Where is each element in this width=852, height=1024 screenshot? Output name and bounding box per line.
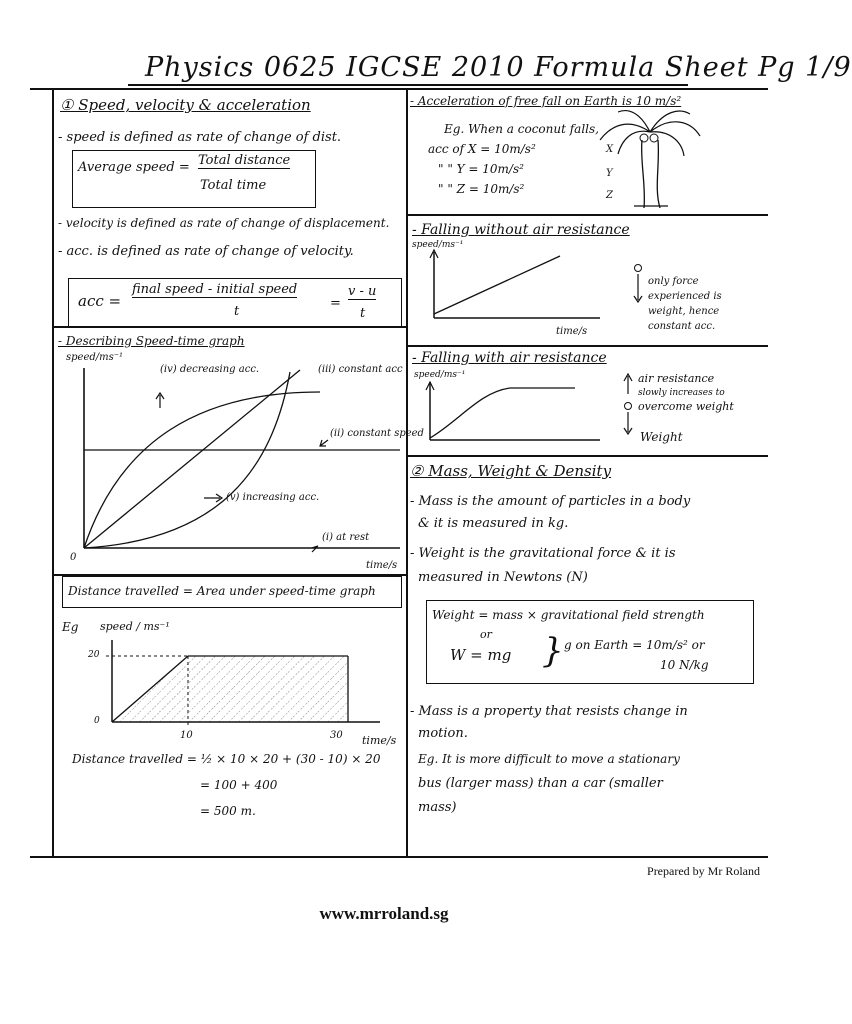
acc-at-y: " " Y = 10m/s² bbox=[438, 162, 524, 176]
acc-numerator: final speed - initial speed bbox=[132, 282, 298, 297]
label-decreasing-acc: (iv) decreasing acc. bbox=[160, 364, 260, 375]
acc-denominator-2: t bbox=[360, 306, 366, 321]
speed-definition: - speed is defined as rate of change of dist. bbox=[58, 130, 342, 145]
example-x-label: time/s bbox=[362, 734, 397, 747]
mass-example-2: bus (larger mass) than a car (smaller bbox=[418, 776, 663, 791]
acc-denominator: t bbox=[234, 304, 240, 319]
section2-heading: ② Mass, Weight & Density bbox=[410, 462, 612, 480]
acc-numerator-2: v - u bbox=[348, 284, 377, 299]
avg-speed-numerator: Total distance bbox=[198, 153, 291, 168]
weight-formula-3: g on Earth = 10m/s² or bbox=[564, 638, 705, 652]
acc-equals: = bbox=[330, 296, 341, 311]
graph-x-label: time/s bbox=[366, 560, 398, 571]
weight-definition-2: measured in Newtons (N) bbox=[418, 570, 588, 585]
avg-speed-denominator: Total time bbox=[200, 178, 267, 193]
example-x-30: 30 bbox=[330, 730, 343, 741]
with-air-heading: - Falling with air resistance bbox=[412, 350, 607, 366]
mass-example-1: Eg. It is more difficult to move a stationary bbox=[418, 752, 680, 766]
page-title: Physics 0625 IGCSE 2010 Formula Sheet Pg 1/9 bbox=[145, 52, 852, 83]
website-url: www.mrroland.sg bbox=[319, 904, 449, 923]
mass-example-3: mass) bbox=[418, 800, 457, 815]
acc-at-z: " " Z = 10m/s² bbox=[438, 182, 525, 196]
example-y-20: 20 bbox=[88, 650, 100, 660]
distance-calc-line3: = 500 m. bbox=[200, 804, 256, 818]
label-constant-acc: (iii) constant acc bbox=[318, 364, 403, 375]
label-at-rest: (i) at rest bbox=[322, 532, 370, 543]
acc-definition: - acc. is defined as rate of change of velocity. bbox=[58, 244, 354, 259]
section1-heading: ① Speed, velocity & acceleration bbox=[60, 96, 311, 114]
with-air-note-1: air resistance bbox=[638, 372, 715, 385]
example-y-label: speed / ms⁻¹ bbox=[100, 620, 170, 633]
no-air-x-label: time/s bbox=[556, 326, 588, 337]
with-air-note-3: overcome weight bbox=[638, 400, 734, 413]
label-constant-speed: (ii) constant speed bbox=[330, 428, 424, 439]
graph-y-label: speed/ms⁻¹ bbox=[66, 352, 124, 363]
with-air-y-label: speed/ms⁻¹ bbox=[414, 370, 466, 380]
distance-area-text: Distance travelled = Area under speed-time graph bbox=[68, 584, 376, 598]
tree-label-x: X bbox=[606, 144, 614, 155]
speed-time-graph-heading: - Describing Speed-time graph bbox=[58, 334, 245, 348]
brace-symbol: } bbox=[542, 631, 564, 671]
example-label: Eg bbox=[62, 620, 79, 634]
tree-label-z: Z bbox=[606, 190, 613, 201]
velocity-definition: - velocity is defined as rate of change of displacement. bbox=[58, 216, 390, 230]
distance-calc-line1: Distance travelled = ½ × 10 × 20 + (30 - 10) × 20 bbox=[72, 752, 381, 766]
mass-definition-2: & it is measured in kg. bbox=[418, 516, 569, 531]
example-y-0: 0 bbox=[94, 716, 100, 726]
tree-label-y: Y bbox=[606, 168, 613, 179]
no-air-note: only force experienced is weight, hence constant acc. bbox=[648, 276, 722, 332]
weight-formula-or: or bbox=[480, 628, 492, 641]
coconut-example: Eg. When a coconut falls, bbox=[444, 122, 599, 136]
acc-at-x: acc of X = 10m/s² bbox=[428, 142, 536, 156]
with-air-note-4: Weight bbox=[640, 430, 683, 444]
avg-speed-lhs: Average speed = bbox=[78, 160, 190, 175]
weight-formula-2: W = mg bbox=[450, 646, 512, 664]
prepared-by: Prepared by Mr Roland bbox=[647, 864, 760, 878]
mass-definition-1: - Mass is the amount of particles in a body bbox=[410, 494, 691, 509]
acc-lhs: acc = bbox=[78, 292, 122, 310]
with-air-note-2: slowly increases to bbox=[638, 388, 725, 398]
label-increasing-acc: (v) increasing acc. bbox=[226, 492, 320, 503]
weight-formula-1: Weight = mass × gravitational field strength bbox=[432, 608, 705, 622]
free-fall-heading: - Acceleration of free fall on Earth is 10 m/s² bbox=[410, 94, 682, 108]
mass-property-1: - Mass is a property that resists change in bbox=[410, 704, 688, 719]
mass-property-2: motion. bbox=[418, 726, 468, 741]
no-air-heading: - Falling without air resistance bbox=[412, 222, 630, 238]
example-x-10: 10 bbox=[180, 730, 193, 741]
distance-calc-line2: = 100 + 400 bbox=[200, 778, 278, 792]
weight-definition-1: - Weight is the gravitational force & it is bbox=[410, 546, 676, 561]
no-air-y-label: speed/ms⁻¹ bbox=[412, 240, 464, 250]
weight-formula-4: 10 N/kg bbox=[660, 658, 709, 672]
graph-origin: 0 bbox=[70, 552, 77, 563]
